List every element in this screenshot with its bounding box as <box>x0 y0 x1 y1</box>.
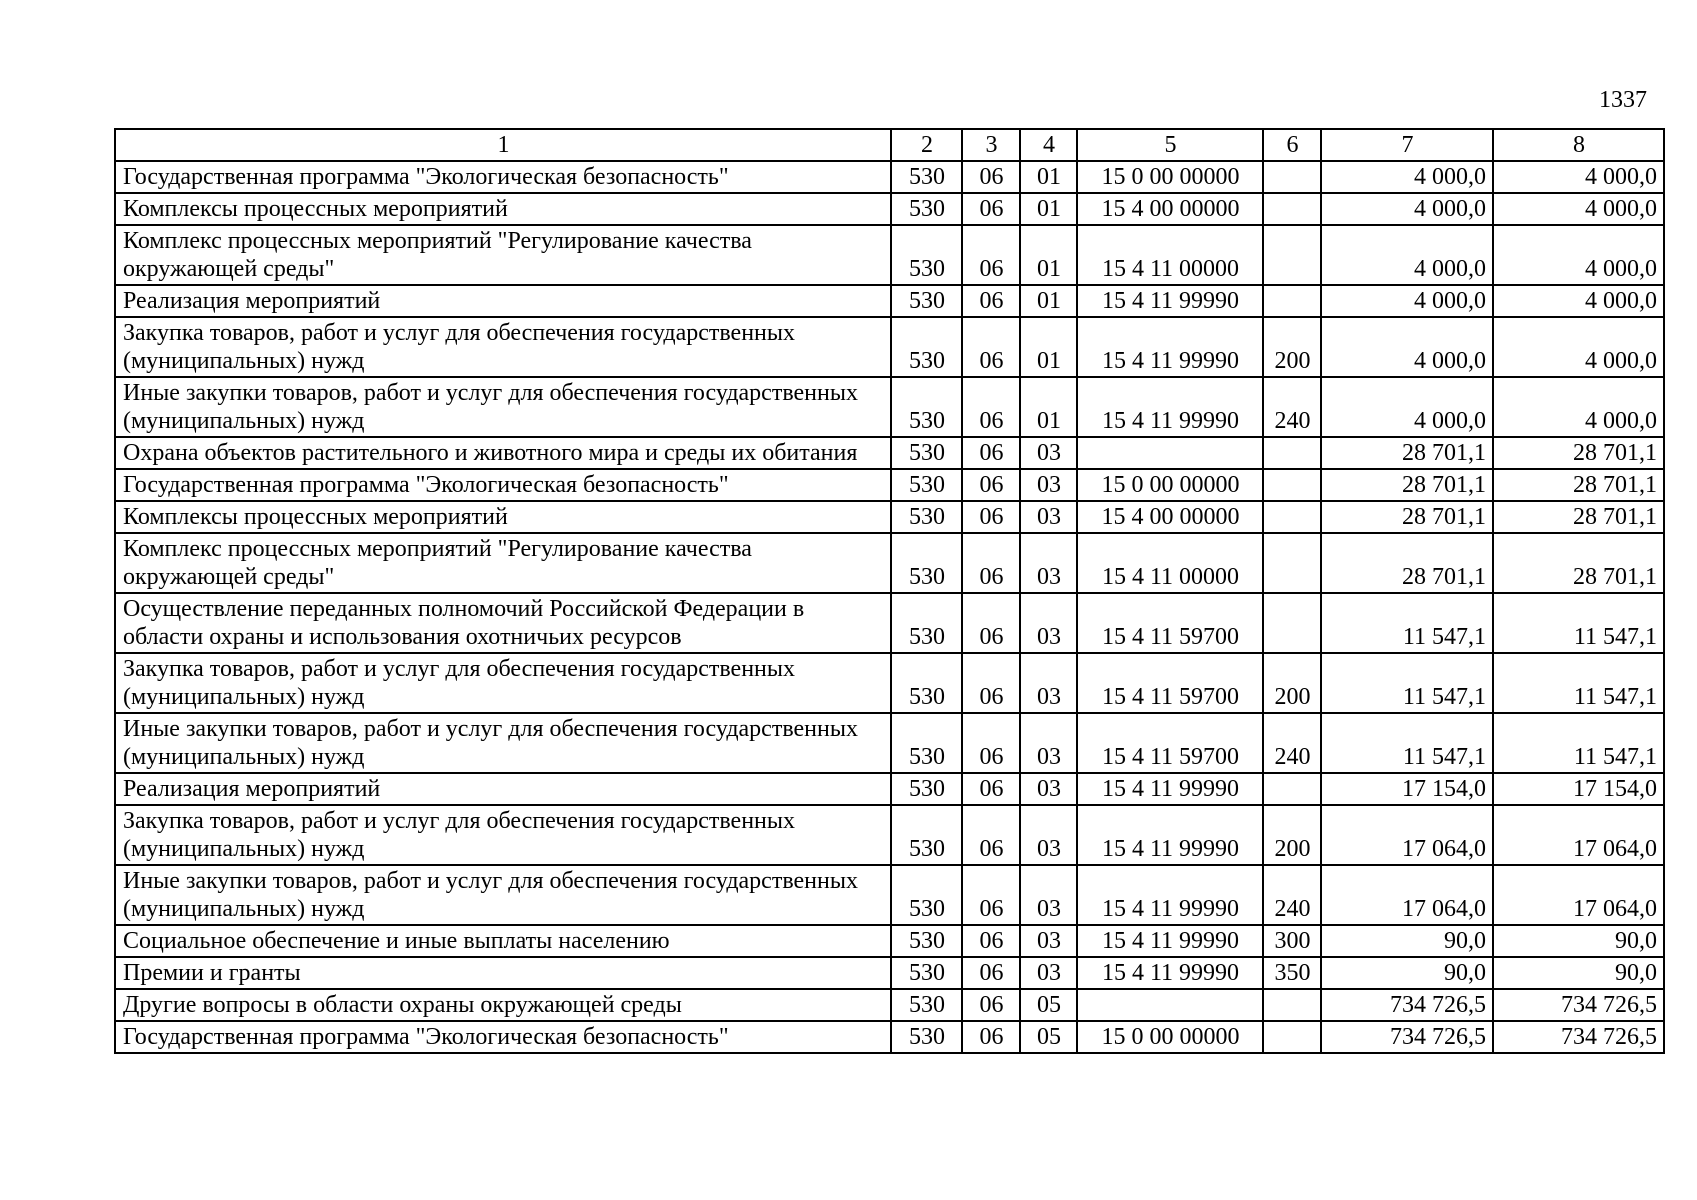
code-section: 06 <box>962 957 1020 989</box>
table-row <box>115 713 1664 773</box>
code-expense-type <box>1263 437 1321 469</box>
row-name: Комплексы процессных мероприятий <box>115 501 891 533</box>
column-header: 2 <box>891 129 962 161</box>
code-expense-type: 200 <box>1263 653 1321 713</box>
code-target-article: 15 0 00 00000 <box>1077 1021 1263 1053</box>
amount-year-1: 28 701,1 <box>1321 469 1493 501</box>
code-target-article: 15 4 11 99990 <box>1077 805 1263 865</box>
table-row <box>115 653 1664 713</box>
row-name: Осуществление переданных полномочий Российской Федерации в области охраны и использования охотничьих ресурсов <box>115 593 891 653</box>
row-name: Комплекс процессных мероприятий "Регулирование качества окружающей среды" <box>115 533 891 593</box>
column-header: 3 <box>962 129 1020 161</box>
code-grbs: 530 <box>891 989 962 1021</box>
amount-year-2: 4 000,0 <box>1493 225 1664 285</box>
row-name: Реализация мероприятий <box>115 773 891 805</box>
table-row <box>115 469 1664 501</box>
code-grbs: 530 <box>891 225 962 285</box>
code-target-article: 15 4 11 00000 <box>1077 225 1263 285</box>
code-section: 06 <box>962 653 1020 713</box>
code-section: 06 <box>962 377 1020 437</box>
table-row <box>115 533 1664 593</box>
amount-year-1: 17 064,0 <box>1321 805 1493 865</box>
column-header: 6 <box>1263 129 1321 161</box>
code-target-article <box>1077 989 1263 1021</box>
table-row <box>115 773 1664 805</box>
code-expense-type: 240 <box>1263 377 1321 437</box>
amount-year-2: 90,0 <box>1493 925 1664 957</box>
code-grbs: 530 <box>891 865 962 925</box>
table-row <box>115 225 1664 285</box>
code-expense-type <box>1263 225 1321 285</box>
code-grbs: 530 <box>891 317 962 377</box>
code-grbs: 530 <box>891 161 962 193</box>
code-expense-type <box>1263 773 1321 805</box>
code-grbs: 530 <box>891 437 962 469</box>
row-name: Другие вопросы в области охраны окружающей среды <box>115 989 891 1021</box>
code-target-article: 15 4 00 00000 <box>1077 501 1263 533</box>
code-subsection: 05 <box>1020 1021 1077 1053</box>
table-row <box>115 377 1664 437</box>
code-grbs: 530 <box>891 957 962 989</box>
column-header: 4 <box>1020 129 1077 161</box>
code-expense-type <box>1263 469 1321 501</box>
table-row <box>115 437 1664 469</box>
code-target-article: 15 4 11 99990 <box>1077 865 1263 925</box>
header-row <box>115 129 1664 161</box>
column-header: 5 <box>1077 129 1263 161</box>
table-header <box>115 129 1664 161</box>
code-expense-type <box>1263 285 1321 317</box>
amount-year-2: 4 000,0 <box>1493 285 1664 317</box>
row-name: Закупка товаров, работ и услуг для обеспечения государственных (муниципальных) нужд <box>115 805 891 865</box>
amount-year-2: 17 064,0 <box>1493 805 1664 865</box>
code-subsection: 01 <box>1020 161 1077 193</box>
amount-year-1: 734 726,5 <box>1321 1021 1493 1053</box>
table-row <box>115 285 1664 317</box>
column-header: 7 <box>1321 129 1493 161</box>
amount-year-1: 28 701,1 <box>1321 501 1493 533</box>
amount-year-1: 28 701,1 <box>1321 437 1493 469</box>
row-name: Закупка товаров, работ и услуг для обеспечения государственных (муниципальных) нужд <box>115 653 891 713</box>
code-target-article: 15 4 11 99990 <box>1077 285 1263 317</box>
row-name: Иные закупки товаров, работ и услуг для обеспечения государственных (муниципальных) нужд <box>115 713 891 773</box>
row-name: Социальное обеспечение и иные выплаты населению <box>115 925 891 957</box>
amount-year-2: 28 701,1 <box>1493 533 1664 593</box>
amount-year-1: 90,0 <box>1321 957 1493 989</box>
row-name: Охрана объектов растительного и животного мира и среды их обитания <box>115 437 891 469</box>
amount-year-2: 734 726,5 <box>1493 1021 1664 1053</box>
code-grbs: 530 <box>891 533 962 593</box>
code-section: 06 <box>962 161 1020 193</box>
code-section: 06 <box>962 285 1020 317</box>
amount-year-1: 11 547,1 <box>1321 593 1493 653</box>
code-target-article: 15 0 00 00000 <box>1077 161 1263 193</box>
row-name: Государственная программа "Экологическая безопасность" <box>115 161 891 193</box>
amount-year-2: 17 064,0 <box>1493 865 1664 925</box>
code-grbs: 530 <box>891 285 962 317</box>
amount-year-1: 90,0 <box>1321 925 1493 957</box>
row-name: Закупка товаров, работ и услуг для обеспечения государственных (муниципальных) нужд <box>115 317 891 377</box>
code-subsection: 03 <box>1020 957 1077 989</box>
code-section: 06 <box>962 533 1020 593</box>
table-row <box>115 501 1664 533</box>
code-expense-type <box>1263 161 1321 193</box>
table-row <box>115 957 1664 989</box>
code-subsection: 03 <box>1020 925 1077 957</box>
amount-year-2: 28 701,1 <box>1493 501 1664 533</box>
code-grbs: 530 <box>891 713 962 773</box>
row-name: Премии и гранты <box>115 957 891 989</box>
code-expense-type: 300 <box>1263 925 1321 957</box>
column-header: 8 <box>1493 129 1664 161</box>
amount-year-1: 4 000,0 <box>1321 161 1493 193</box>
code-section: 06 <box>962 773 1020 805</box>
code-target-article: 15 4 11 59700 <box>1077 593 1263 653</box>
row-name: Реализация мероприятий <box>115 285 891 317</box>
row-name: Комплекс процессных мероприятий "Регулирование качества окружающей среды" <box>115 225 891 285</box>
code-expense-type <box>1263 501 1321 533</box>
code-section: 06 <box>962 593 1020 653</box>
amount-year-2: 11 547,1 <box>1493 593 1664 653</box>
table-row <box>115 593 1664 653</box>
budget-table <box>114 128 1665 1054</box>
table-row <box>115 1021 1664 1053</box>
code-expense-type: 350 <box>1263 957 1321 989</box>
code-grbs: 530 <box>891 469 962 501</box>
amount-year-1: 4 000,0 <box>1321 285 1493 317</box>
code-subsection: 03 <box>1020 805 1077 865</box>
code-target-article: 15 4 11 99990 <box>1077 773 1263 805</box>
amount-year-1: 4 000,0 <box>1321 193 1493 225</box>
table-row <box>115 865 1664 925</box>
row-name: Иные закупки товаров, работ и услуг для обеспечения государственных (муниципальных) нужд <box>115 865 891 925</box>
amount-year-1: 4 000,0 <box>1321 377 1493 437</box>
row-name: Государственная программа "Экологическая безопасность" <box>115 469 891 501</box>
code-grbs: 530 <box>891 925 962 957</box>
row-name: Государственная программа "Экологическая безопасность" <box>115 1021 891 1053</box>
code-subsection: 01 <box>1020 285 1077 317</box>
code-section: 06 <box>962 1021 1020 1053</box>
code-subsection: 03 <box>1020 469 1077 501</box>
code-section: 06 <box>962 865 1020 925</box>
code-subsection: 01 <box>1020 317 1077 377</box>
code-subsection: 03 <box>1020 501 1077 533</box>
code-expense-type <box>1263 593 1321 653</box>
code-target-article: 15 4 11 99990 <box>1077 377 1263 437</box>
amount-year-1: 11 547,1 <box>1321 713 1493 773</box>
code-grbs: 530 <box>891 773 962 805</box>
page-number: 1337 <box>1599 87 1647 113</box>
code-target-article: 15 4 11 59700 <box>1077 713 1263 773</box>
code-subsection: 03 <box>1020 593 1077 653</box>
code-section: 06 <box>962 925 1020 957</box>
code-grbs: 530 <box>891 377 962 437</box>
code-grbs: 530 <box>891 805 962 865</box>
code-grbs: 530 <box>891 653 962 713</box>
code-subsection: 01 <box>1020 225 1077 285</box>
code-section: 06 <box>962 713 1020 773</box>
code-section: 06 <box>962 469 1020 501</box>
code-subsection: 01 <box>1020 193 1077 225</box>
amount-year-2: 4 000,0 <box>1493 161 1664 193</box>
code-target-article: 15 4 00 00000 <box>1077 193 1263 225</box>
amount-year-1: 17 064,0 <box>1321 865 1493 925</box>
amount-year-1: 28 701,1 <box>1321 533 1493 593</box>
code-subsection: 03 <box>1020 533 1077 593</box>
amount-year-2: 734 726,5 <box>1493 989 1664 1021</box>
code-expense-type: 200 <box>1263 317 1321 377</box>
code-subsection: 03 <box>1020 713 1077 773</box>
code-expense-type: 200 <box>1263 805 1321 865</box>
code-section: 06 <box>962 193 1020 225</box>
code-target-article: 15 4 11 59700 <box>1077 653 1263 713</box>
code-section: 06 <box>962 437 1020 469</box>
code-grbs: 530 <box>891 501 962 533</box>
amount-year-2: 11 547,1 <box>1493 653 1664 713</box>
row-name: Иные закупки товаров, работ и услуг для обеспечения государственных (муниципальных) нужд <box>115 377 891 437</box>
code-grbs: 530 <box>891 1021 962 1053</box>
code-expense-type <box>1263 193 1321 225</box>
amount-year-2: 4 000,0 <box>1493 377 1664 437</box>
amount-year-2: 90,0 <box>1493 957 1664 989</box>
code-target-article: 15 4 11 99990 <box>1077 317 1263 377</box>
amount-year-2: 28 701,1 <box>1493 437 1664 469</box>
code-grbs: 530 <box>891 593 962 653</box>
code-subsection: 01 <box>1020 377 1077 437</box>
code-section: 06 <box>962 501 1020 533</box>
amount-year-2: 4 000,0 <box>1493 193 1664 225</box>
column-header: 1 <box>115 129 891 161</box>
amount-year-2: 11 547,1 <box>1493 713 1664 773</box>
code-target-article <box>1077 437 1263 469</box>
code-expense-type <box>1263 989 1321 1021</box>
table-row <box>115 989 1664 1021</box>
code-section: 06 <box>962 317 1020 377</box>
code-subsection: 03 <box>1020 773 1077 805</box>
row-name: Комплексы процессных мероприятий <box>115 193 891 225</box>
table-row <box>115 925 1664 957</box>
code-expense-type <box>1263 1021 1321 1053</box>
code-expense-type: 240 <box>1263 713 1321 773</box>
table-body <box>115 161 1664 1053</box>
code-grbs: 530 <box>891 193 962 225</box>
table-row <box>115 193 1664 225</box>
code-expense-type: 240 <box>1263 865 1321 925</box>
amount-year-1: 4 000,0 <box>1321 317 1493 377</box>
code-section: 06 <box>962 225 1020 285</box>
code-target-article: 15 4 11 99990 <box>1077 957 1263 989</box>
code-target-article: 15 4 11 00000 <box>1077 533 1263 593</box>
code-subsection: 05 <box>1020 989 1077 1021</box>
amount-year-1: 734 726,5 <box>1321 989 1493 1021</box>
code-subsection: 03 <box>1020 865 1077 925</box>
amount-year-2: 4 000,0 <box>1493 317 1664 377</box>
code-section: 06 <box>962 805 1020 865</box>
code-subsection: 03 <box>1020 653 1077 713</box>
table-row <box>115 161 1664 193</box>
amount-year-2: 17 154,0 <box>1493 773 1664 805</box>
code-target-article: 15 4 11 99990 <box>1077 925 1263 957</box>
amount-year-1: 4 000,0 <box>1321 225 1493 285</box>
table-row <box>115 805 1664 865</box>
table-row <box>115 317 1664 377</box>
code-section: 06 <box>962 989 1020 1021</box>
code-subsection: 03 <box>1020 437 1077 469</box>
code-expense-type <box>1263 533 1321 593</box>
code-target-article: 15 0 00 00000 <box>1077 469 1263 501</box>
amount-year-1: 11 547,1 <box>1321 653 1493 713</box>
amount-year-2: 28 701,1 <box>1493 469 1664 501</box>
amount-year-1: 17 154,0 <box>1321 773 1493 805</box>
